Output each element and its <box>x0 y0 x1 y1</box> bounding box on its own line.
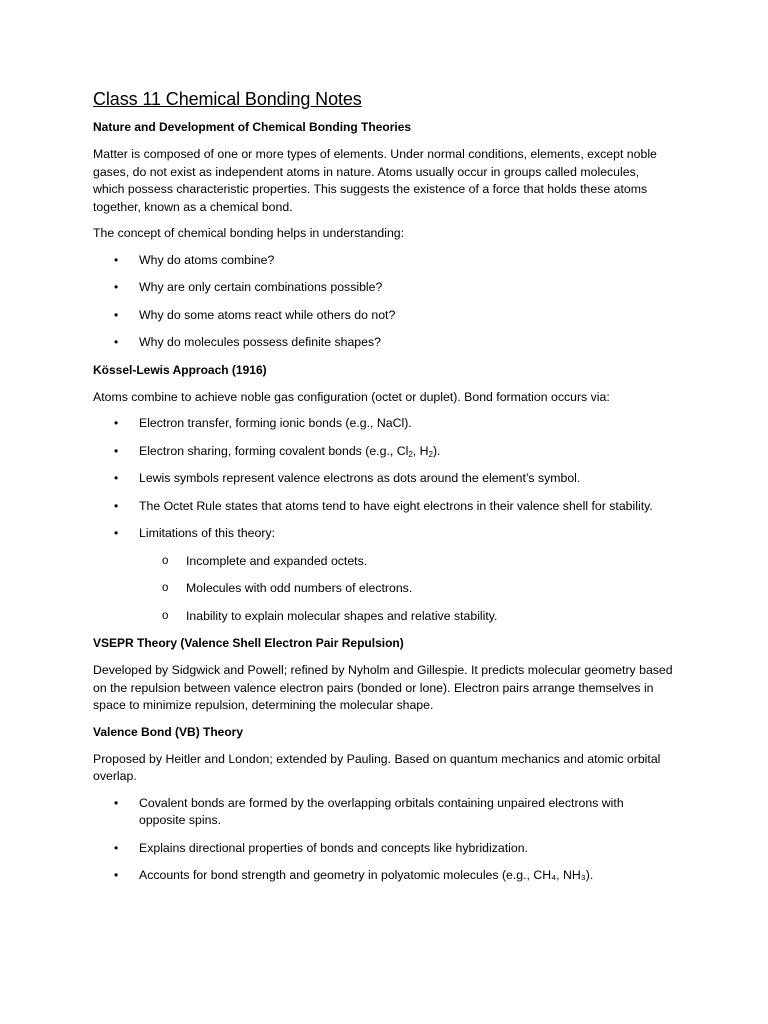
bullet-icon: • <box>114 471 119 485</box>
heading-vsepr: VSEPR Theory (Valence Shell Electron Pair Repulsion) <box>93 636 404 650</box>
list-valence-bond <box>93 795 673 885</box>
bullet-icon: • <box>114 526 119 540</box>
bullet-icon: • <box>114 416 119 430</box>
sub-list-item <box>139 580 673 598</box>
list-item <box>93 795 673 830</box>
bullet-icon: • <box>114 840 119 855</box>
bullet-icon: • <box>114 443 119 458</box>
sub-list-limitations <box>139 553 673 626</box>
list-item <box>93 525 673 625</box>
list-item-text: Accounts for bond strength and geometry in polyatomic molecules (e.g., CH₄, NH₃). <box>139 868 594 882</box>
text-run: , H <box>412 443 429 458</box>
list-item-text: Electron transfer, forming ionic bonds (e.g., NaCl). <box>139 416 412 430</box>
sub-list-item-text: Incomplete and expanded octets. <box>186 553 368 568</box>
list-item <box>93 867 673 885</box>
list-item-text: Lewis symbols represent valence electrons as dots around the element’s symbol. <box>139 471 581 485</box>
list-item <box>93 498 673 516</box>
list-item-text: Limitations of this theory: <box>139 526 276 540</box>
heading-valence-bond: Valence Bond (VB) Theory <box>93 724 244 739</box>
list-item <box>93 252 673 270</box>
list-item <box>93 307 673 325</box>
list-item <box>93 279 673 297</box>
list-item-text: Why are only certain combinations possible? <box>139 280 383 294</box>
circle-bullet-icon: o <box>162 609 169 622</box>
paragraph-vsepr: Developed by Sidgwick and Powell; refined by Nyholm and Gillespie. It predicts molecular geometry based on the repulsion between valence electron pairs (bonded or lone). Electron pairs arrange themselves in space to minimize repulsion, determining the molecular shape. <box>93 663 673 712</box>
paragraph-nature-2: The concept of chemical bonding helps in understanding: <box>93 226 405 240</box>
document-title: Class 11 Chemical Bonding Notes <box>93 89 362 109</box>
list-item-text: Covalent bonds are formed by the overlapping orbitals containing unpaired electrons with opposite spins. <box>139 795 624 827</box>
bullet-icon: • <box>114 307 119 322</box>
list-item <box>93 443 673 461</box>
bullet-icon: • <box>114 795 119 810</box>
document-page <box>93 86 673 895</box>
list-item-text-covalent <box>139 444 440 458</box>
sub-list-item-text: Molecules with odd numbers of electrons. <box>186 581 413 595</box>
sub-list-item <box>139 553 673 571</box>
list-nature-questions <box>93 252 673 352</box>
heading-kossel-lewis: Kössel-Lewis Approach (1916) <box>93 362 267 377</box>
sub-list-item-text: Inability to explain molecular shapes and relative stability. <box>186 608 498 623</box>
bullet-icon: • <box>114 280 119 294</box>
list-item <box>93 840 673 858</box>
list-kossel-lewis <box>93 415 673 625</box>
list-item <box>93 334 673 352</box>
list-item-text: Why do atoms combine? <box>139 252 275 267</box>
subscript: 2 <box>428 449 433 459</box>
paragraph-nature-1: Matter is composed of one or more types of elements. Under normal conditions, elements, except noble gases, do not exist as independent atoms in nature. Atoms usually occur in groups called molecules, which possess characteristic properties. This suggests the existence of a force that holds these atoms together, known as a chemical bond. <box>93 147 657 214</box>
circle-bullet-icon: o <box>162 554 169 567</box>
list-item <box>93 415 673 433</box>
subscript: 2 <box>408 449 413 459</box>
text-run: Electron sharing, forming covalent bonds (e.g., Cl <box>139 443 409 458</box>
list-item-text: The Octet Rule states that atoms tend to have eight electrons in their valence shell for stability. <box>139 498 653 513</box>
list-item-text: Why do molecules possess definite shapes? <box>139 335 381 349</box>
heading-nature: Nature and Development of Chemical Bonding Theories <box>93 120 412 134</box>
bullet-icon: • <box>114 252 119 267</box>
list-item <box>93 470 673 488</box>
bullet-icon: • <box>114 868 119 882</box>
list-item-text: Explains directional properties of bonds and concepts like hybridization. <box>139 840 528 855</box>
bullet-icon: • <box>114 335 119 349</box>
list-item-text: Why do some atoms react while others do not? <box>139 307 396 322</box>
paragraph-valence-bond: Proposed by Heitler and London; extended by Pauling. Based on quantum mechanics and atomic orbital overlap. <box>93 751 661 783</box>
text-run: ). <box>432 443 441 458</box>
sub-list-item <box>139 608 673 626</box>
paragraph-kossel-lewis: Atoms combine to achieve noble gas configuration (octet or duplet). Bond formation occurs via: <box>93 389 610 404</box>
circle-bullet-icon: o <box>162 582 169 594</box>
bullet-icon: • <box>114 498 119 513</box>
